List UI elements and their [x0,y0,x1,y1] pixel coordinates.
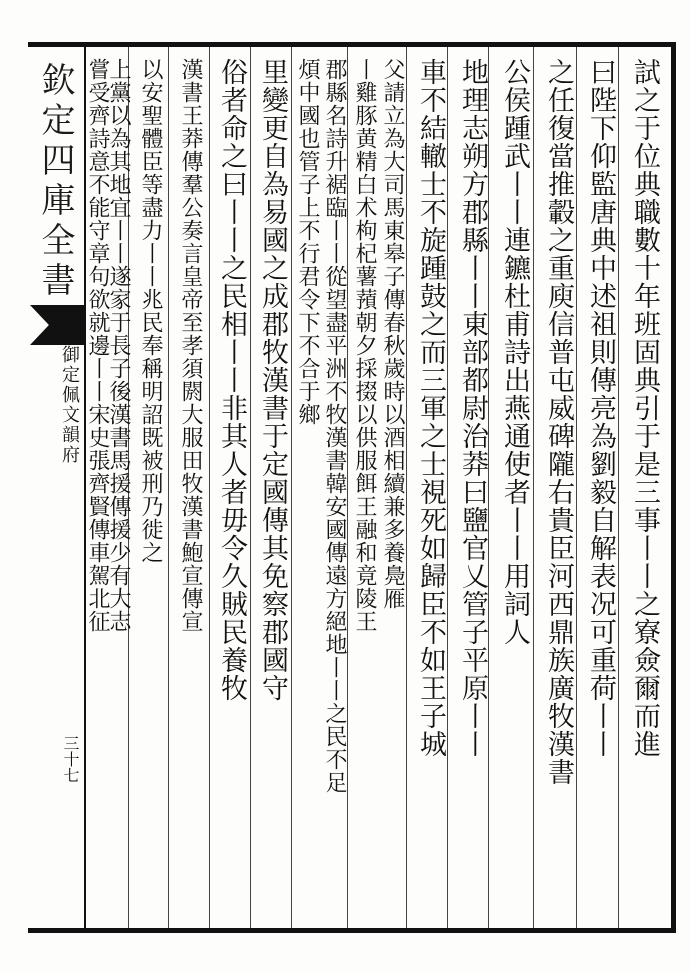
column-rule [209,47,210,928]
text-column-13: 漢書王莽傳羣公奏言皇帝至孝須閼大服田牧漢書鮑宣傳宣 [178,58,203,633]
column-rule [168,47,169,928]
book-subtitle: 御定佩文韻府 [59,345,80,465]
text-column-3: 之任復當推轂之重庾信普屯威碑隴右貴臣河西鼎族廣牧漢書 [543,58,574,786]
frame-top-border [28,42,676,47]
column-rule [406,47,407,928]
text-column-5: 地理志朔方郡縣丨丨東部都尉治莽曰鹽官乂管子平原丨丨 [457,58,488,758]
text-column-2: 曰陛下仰監唐典中述祖則傳亮為劉毅自解表况可重荷丨丨 [585,58,616,758]
text-column-16: 嘗受齊詩意不能守章句欲就邊丨丨宋史張齊賢傳車駕北征 [85,58,110,633]
text-column-1: 試之于位典職數十年班固典引于是三事丨丨之寮僉爾而進 [629,58,660,758]
text-column-8: 丨雞豚黄精白术枸杞薯蕷朝夕採掇以供服餌王融和竟陵王 [352,58,377,633]
text-column-6: 車不結轍士不旋踵鼓之而三軍之士視死如歸臣不如王子城 [415,58,446,758]
text-column-7: 父請立為大司馬東皋子傳春秋歲時以酒相續兼多養鳧雁 [380,58,405,610]
text-column-14: 以安聖體臣等盡力丨丨兆民奉稱明詔既被刑乃徙之 [138,58,163,564]
frame-bottom-border [28,928,676,933]
text-column-11: 里變更自為易國之成郡牧漢書于定國傳其免察郡國守 [257,58,288,702]
book-title: 欽定四庫全書 [35,62,75,302]
frame-right-border [671,42,676,933]
text-column-9: 郡縣名詩升裾臨丨丨從望盡平洲不牧漢書韓安國傳遠方絕地丨丨之民不足 [322,58,347,794]
text-column-15: 上黨以為其地宜丨丨遂家于長子後漢書馬援傳援少有大志 [106,58,131,633]
text-column-4: 公侯踵武丨丨連鑣杜甫詩出燕通使者丨丨用詞人 [499,58,530,646]
margin-column [30,52,80,922]
page-number: 三十七 [61,735,80,783]
text-column-12: 俗者命之曰丨丨之民相丨丨非其人者毋令久賊民養牧 [216,58,247,702]
text-column-10: 煩中國也管子上不行君令下不合于鄉 [295,58,320,426]
